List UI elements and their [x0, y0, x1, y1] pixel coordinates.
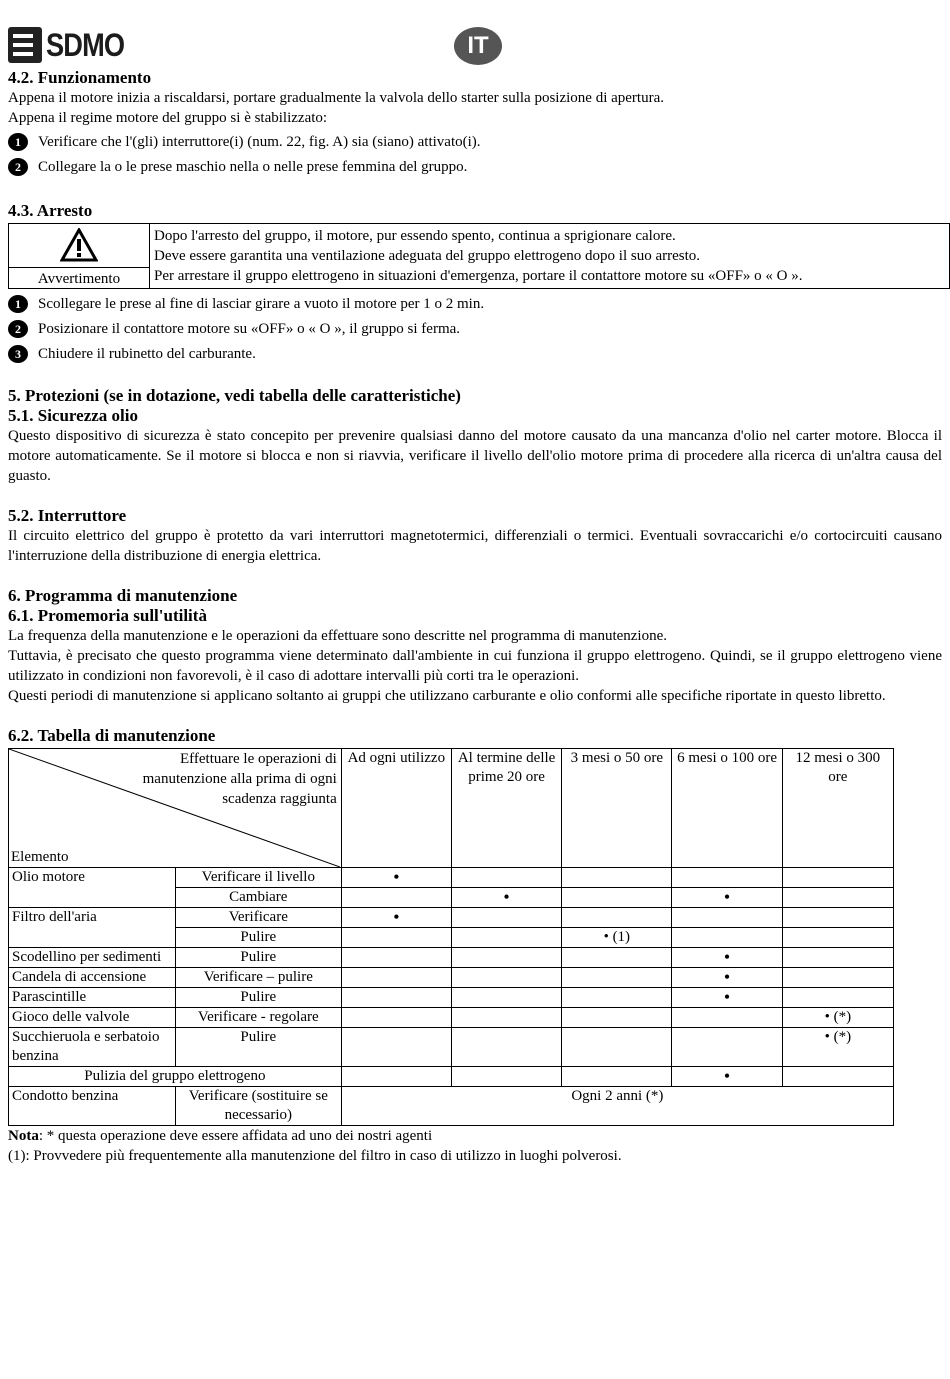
schedule-dot: • — [672, 988, 782, 1008]
row-operation: Pulire — [175, 948, 341, 968]
schedule-dot: • — [672, 968, 782, 988]
step-item — [8, 156, 942, 178]
paragraph: Appena il regime motore del gruppo si è stabilizzato: — [8, 110, 328, 126]
step-number: 3 — [8, 345, 28, 363]
step-text: Collegare la o le prese maschio nella o nelle prese femmina del gruppo. — [38, 159, 468, 175]
note-label: Nota — [8, 1128, 39, 1144]
step-number: 1 — [8, 133, 28, 151]
section-title-5: 5. Protezioni (se in dotazione, vedi tabella delle caratteristiche) — [8, 386, 461, 405]
section-title-4-2: 4.2. Funzionamento — [8, 68, 152, 87]
row-operation: Cambiare — [175, 888, 341, 908]
schedule-span: Ogni 2 anni (*) — [341, 1087, 893, 1126]
row-operation: Pulire — [175, 988, 341, 1008]
row-operation: Verificare – pulire — [175, 968, 341, 988]
warning-triangle-icon — [60, 228, 98, 262]
row-element: Pulizia del gruppo elettrogeno — [9, 1067, 342, 1087]
schedule-dot: • — [341, 908, 451, 928]
paragraph: Tuttavia, è precisato che questo programma viene determinato dall'ambiente in cui funziona il gruppo elettrogeno. Quindi, se il gruppo elettrogeno viene utilizzato in condizioni non favorevoli, è il caso di adottare intervalli più corti tra le operazioni. — [8, 648, 942, 684]
step-text: Verificare che l'(gli) interruttore(i) (num. 22, fig. A) sia (siano) attivato(i). — [38, 134, 481, 150]
table-row — [9, 868, 894, 888]
maintenance-table — [8, 748, 894, 1126]
section-title-5-1: 5.1. Sicurezza olio — [8, 406, 138, 425]
paragraph: Appena il motore inizia a riscaldarsi, portare gradualmente la valvola dello starter sulla posizione di apertura. — [8, 90, 665, 106]
diag-bottom-text: Elemento — [11, 849, 69, 865]
warning-text — [150, 224, 807, 288]
step-number: 2 — [8, 320, 28, 338]
schedule-dot: • — [672, 1067, 782, 1087]
warning-label-cell — [9, 224, 150, 288]
paragraph: Questo dispositivo di sicurezza è stato concepito per prevenire qualsiasi danno del motore causato da una mancanza d'olio nel carter motore. Blocca il motore automaticamente. Se il motore si blocca e non si riavvia, verificare il livello dell'olio motore prima di procedere alla ricerca di un'altra causa del guasto. — [8, 428, 942, 484]
step-number: 1 — [8, 295, 28, 313]
column-header: 3 mesi o 50 ore — [562, 749, 672, 868]
paragraph: Il circuito elettrico del gruppo è protetto da vari interruttori magnetotermici, differenziali o termici. Eventuali sovraccarichi e/o cortocircuiti causano l'interruzione della distribuzione di energia elettrica. — [8, 528, 942, 564]
schedule-dot: • — [672, 948, 782, 968]
note-line — [8, 1126, 942, 1146]
table-row — [9, 1008, 894, 1028]
warning-box — [8, 223, 950, 289]
schedule-dot: • — [672, 888, 782, 908]
table-row — [9, 1087, 894, 1126]
schedule-dot-note: • (*) — [782, 1028, 893, 1067]
paragraph: Questi periodi di manutenzione si applicano soltanto ai gruppi che utilizzano carburante e olio conformi alle specifiche riportate in questo libretto. — [8, 688, 886, 704]
row-element: Condotto benzina — [9, 1087, 176, 1126]
step-text: Chiudere il rubinetto del carburante. — [38, 346, 256, 362]
step-item — [8, 318, 942, 340]
row-operation: Verificare il livello — [175, 868, 341, 888]
schedule-dot-note: • (*) — [782, 1008, 893, 1028]
section-title-6-1: 6.1. Promemoria sull'utilità — [8, 606, 207, 625]
row-element: Olio motore — [9, 868, 176, 908]
column-header: 6 mesi o 100 ore — [672, 749, 782, 868]
row-element: Gioco delle valvole — [9, 1008, 176, 1028]
section-title-4-3: 4.3. Arresto — [8, 201, 93, 220]
footnote: (1): Provvedere più frequentemente alla manutenzione del filtro in caso di utilizzo in luoghi polverosi. — [8, 1148, 622, 1164]
row-element: Filtro dell'aria — [9, 908, 176, 948]
row-element: Succhieruola e serbatoio benzina — [9, 1028, 176, 1067]
document-page — [8, 0, 942, 1166]
note-text: : * questa operazione deve essere affidata ad uno dei nostri agenti — [38, 1128, 433, 1144]
table-row — [9, 1067, 894, 1087]
table-row — [9, 968, 894, 988]
page-header — [8, 0, 942, 68]
column-header: Ad ogni utilizzo — [341, 749, 451, 868]
row-operation: Pulire — [175, 1028, 341, 1067]
row-operation: Pulire — [175, 928, 341, 948]
warning-line: Per arrestare il gruppo elettrogeno in situazioni d'emergenza, portare il contattore motore su «OFF» o « O ». — [154, 268, 803, 284]
warning-line: Deve essere garantita una ventilazione adeguata del gruppo elettrogeno dopo il suo arresto. — [154, 248, 701, 264]
table-header-row — [9, 749, 894, 868]
diag-top-text: Effettuare le operazioni di manutenzione alla prima di ogni scadenza raggiunta — [142, 751, 337, 807]
sdmo-logo-icon — [8, 27, 42, 63]
step-item — [8, 293, 942, 315]
language-badge: IT — [454, 27, 502, 65]
sdmo-logo — [8, 26, 146, 64]
row-operation: Verificare (sostituire se necessario) — [175, 1087, 341, 1126]
table-row — [9, 988, 894, 1008]
row-element: Candela di accensione — [9, 968, 176, 988]
paragraph: La frequenza della manutenzione e le operazioni da effettuare sono descritte nel programma di manutenzione. — [8, 628, 668, 644]
step-text: Scollegare le prese al fine di lasciar girare a vuoto il motore per 1 o 2 min. — [38, 296, 485, 312]
section-title-6: 6. Programma di manutenzione — [8, 586, 238, 605]
schedule-dot-note: • (1) — [562, 928, 672, 948]
warning-label: Avvertimento — [9, 267, 149, 288]
row-operation: Verificare — [175, 908, 341, 928]
schedule-dot: • — [451, 888, 561, 908]
schedule-dot: • — [341, 868, 451, 888]
section-title-6-2: 6.2. Tabella di manutenzione — [8, 726, 216, 745]
row-operation: Verificare - regolare — [175, 1008, 341, 1028]
row-element: Parascintille — [9, 988, 176, 1008]
warning-line: Dopo l'arresto del gruppo, il motore, pur essendo spento, continua a sprigionare calore. — [154, 228, 676, 244]
table-row — [9, 948, 894, 968]
table-row — [9, 1028, 894, 1067]
section-title-5-2: 5.2. Interruttore — [8, 506, 127, 525]
table-row — [9, 908, 894, 928]
row-element: Scodellino per sedimenti — [9, 948, 176, 968]
column-header: Al termine delle prime 20 ore — [451, 749, 561, 868]
column-header: 12 mesi o 300 ore — [782, 749, 893, 868]
brand-name: SDMO — [46, 26, 125, 63]
step-number: 2 — [8, 158, 28, 176]
diagonal-header-cell — [9, 749, 342, 868]
step-item — [8, 131, 942, 153]
step-item — [8, 343, 942, 365]
step-text: Posizionare il contattore motore su «OFF» o « O », il gruppo si ferma. — [38, 321, 461, 337]
